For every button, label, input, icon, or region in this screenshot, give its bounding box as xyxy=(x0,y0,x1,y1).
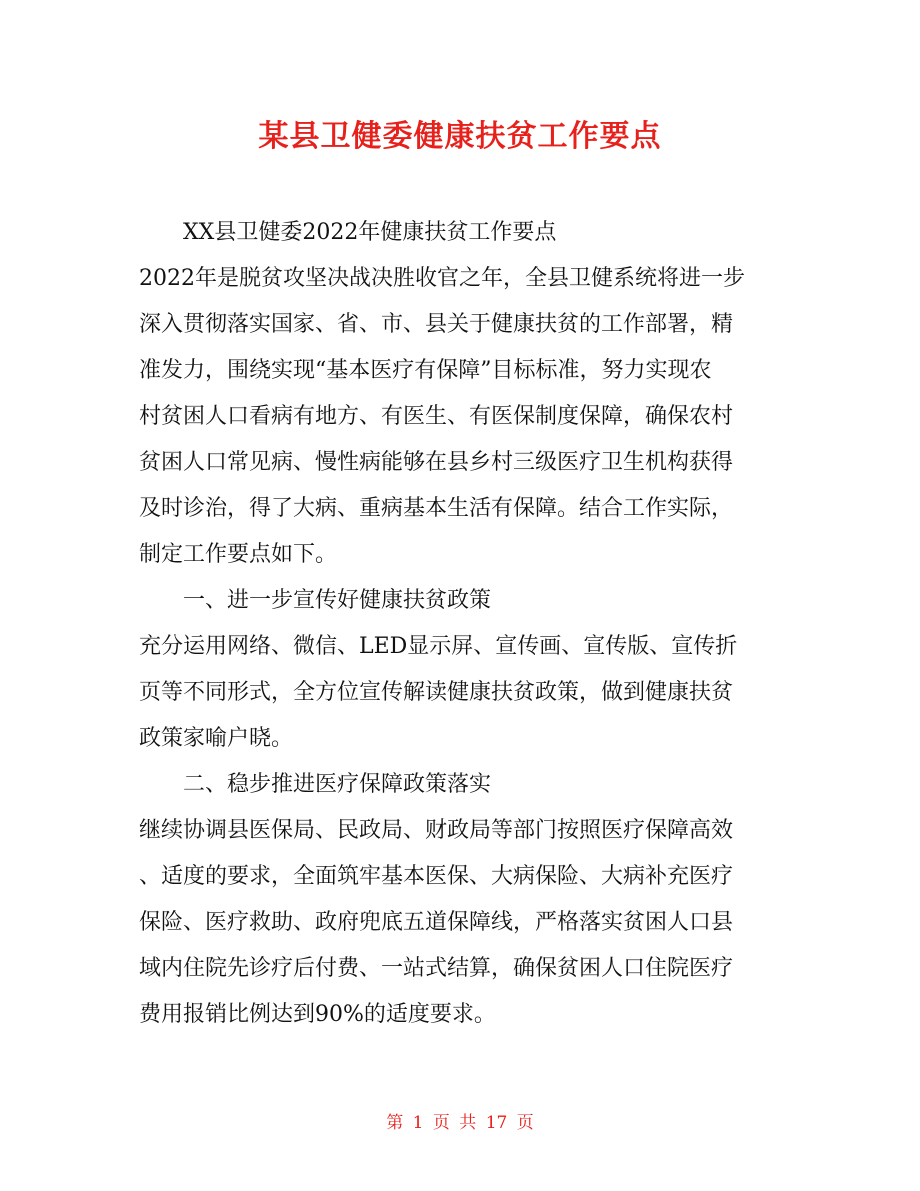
paragraph-line: 继续协调县医保局、民政局、财政局等部门按照医疗保障高效 xyxy=(139,818,734,843)
paragraph-line: 深入贯彻落实国家、省、市、县关于健康扶贫的工作部署，精 xyxy=(139,312,734,337)
paragraph-line: 域内住院先诊疗后付费、一站式结算，确保贫困人口住院医疗 xyxy=(139,956,734,981)
paragraph-line: 费用报销比例达到90%的适度要求。 xyxy=(139,1002,496,1027)
paragraph-line: 政策家喻户晓。 xyxy=(139,726,294,751)
paragraph-line: 2022年是脱贫攻坚决战决胜收官之年，全县卫健系统将进一步 xyxy=(139,266,745,291)
page-footer: 第 1 页 共 17 页 xyxy=(386,1113,534,1133)
paragraph-line: 制定工作要点如下。 xyxy=(139,542,338,567)
heading-line: XX县卫健委2022年健康扶贫工作要点 xyxy=(183,220,557,245)
paragraph-line: 、适度的要求，全面筑牢基本医保、大病保险、大病补充医疗 xyxy=(139,864,734,889)
paragraph-line: 及时诊治，得了大病、重病基本生活有保障。结合工作实际， xyxy=(139,496,734,521)
paragraph-line: 村贫困人口看病有地方、有医生、有医保制度保障，确保农村 xyxy=(139,404,734,429)
document-title: 某县卫健委健康扶贫工作要点 xyxy=(258,119,662,154)
paragraph-line: 贫困人口常见病、慢性病能够在县乡村三级医疗卫生机构获得 xyxy=(139,450,734,475)
paragraph-line: 充分运用网络、微信、LED显示屏、宣传画、宣传版、宣传折 xyxy=(139,634,738,659)
paragraph-line: 页等不同形式，全方位宣传解读健康扶贫政策，做到健康扶贫 xyxy=(139,680,734,705)
paragraph-line: 保险、医疗救助、政府兜底五道保障线，严格落实贫困人口县 xyxy=(139,910,734,935)
heading-line: 一、进一步宣传好健康扶贫政策 xyxy=(183,588,492,613)
paragraph-line: 准发力，围绕实现“基本医疗有保障”目标标准，努力实现农 xyxy=(139,358,712,383)
document-body xyxy=(139,210,789,1038)
heading-line: 二、稳步推进医疗保障政策落实 xyxy=(183,772,492,797)
